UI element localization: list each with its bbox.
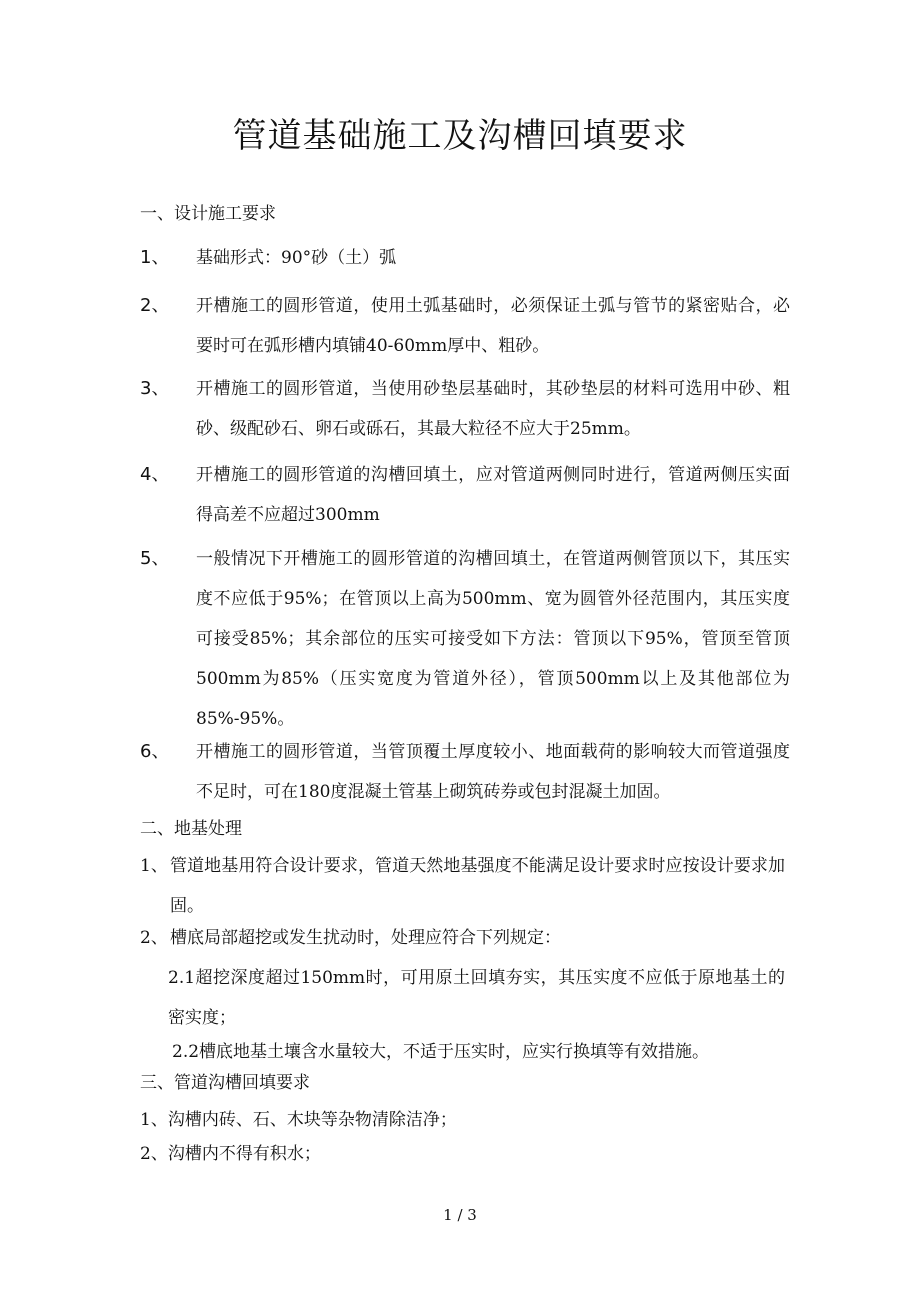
page-number: 1 / 3 (443, 1206, 477, 1224)
list-item (140, 369, 790, 449)
item-number: 2、 (140, 928, 168, 948)
item-number: 6、 (140, 741, 170, 762)
item-text: 管道地基用符合设计要求，管道天然地基强度不能满足设计要求时应按设计要求加固。 (170, 856, 785, 916)
item-text: 开槽施工的圆形管道，当管顶覆土厚度较小、地面载荷的影响较大而管道强度不足时，可在180度混凝土管基上砌筑砖券或包封混凝土加固。 (196, 742, 790, 802)
page-title: 管道基础施工及沟槽回填要求 (232, 116, 688, 156)
list-item (140, 455, 790, 535)
list-item (140, 286, 790, 366)
list-item (140, 539, 790, 739)
section-heading-foundation: 二、地基处理 (140, 819, 242, 839)
sub-item: 2.2槽底地基土壤含水量较大，不适于压实时，应实行换填等有效措施。 (172, 1042, 710, 1062)
list-item (140, 846, 785, 926)
item-text: 基础形式：90°砂（土）弧 (196, 248, 397, 268)
section-heading-backfill: 三、管道沟槽回填要求 (140, 1073, 310, 1093)
item-text: 一般情况下开槽施工的圆形管道的沟槽回填土，在管道两侧管顶以下，其压实度不应低于95%；在管顶以上高为500mm、宽为圆管外径范围内，其压实度可接受85%；其余部位的压实可接受如下方法：管顶以下95%，管顶至管顶500mm为85%（压实宽度为管道外径），管顶500mm以上及其他部位为85%-95%。 (196, 549, 790, 729)
item-text: 开槽施工的圆形管道的沟槽回填土，应对管道两侧同时进行，管道两侧压实面得高差不应超过300mm (196, 465, 790, 525)
item-text: 开槽施工的圆形管道，使用土弧基础时，必须保证土弧与管节的紧密贴合，必要时可在弧形槽内填铺40-60mm厚中、粗砂。 (196, 296, 790, 356)
item-text: 开槽施工的圆形管道，当使用砂垫层基础时，其砂垫层的材料可选用中砂、粗砂、级配砂石、卵石或砾石，其最大粒径不应大于25mm。 (196, 379, 790, 439)
list-item (140, 238, 790, 278)
section-heading-design: 一、设计施工要求 (140, 204, 276, 224)
sub-item: 2.1超挖深度超过150mm时，可用原土回填夯实，其压实度不应低于原地基土的密实度； (168, 968, 785, 1028)
item-number: 1、 (140, 856, 168, 876)
item-text: 槽底局部超挖或发生扰动时，处理应符合下列规定： (170, 928, 561, 948)
item-number: 1、 (140, 247, 170, 268)
list-item: 2、沟槽内不得有积水； (140, 1144, 321, 1164)
item-number: 4、 (140, 464, 170, 485)
list-item (140, 918, 785, 958)
item-number: 5、 (140, 548, 170, 569)
list-item: 1、沟槽内砖、石、木块等杂物清除洁净； (140, 1110, 457, 1130)
list-item (140, 732, 790, 812)
item-number: 2、 (140, 295, 170, 316)
item-number: 3、 (140, 378, 170, 399)
